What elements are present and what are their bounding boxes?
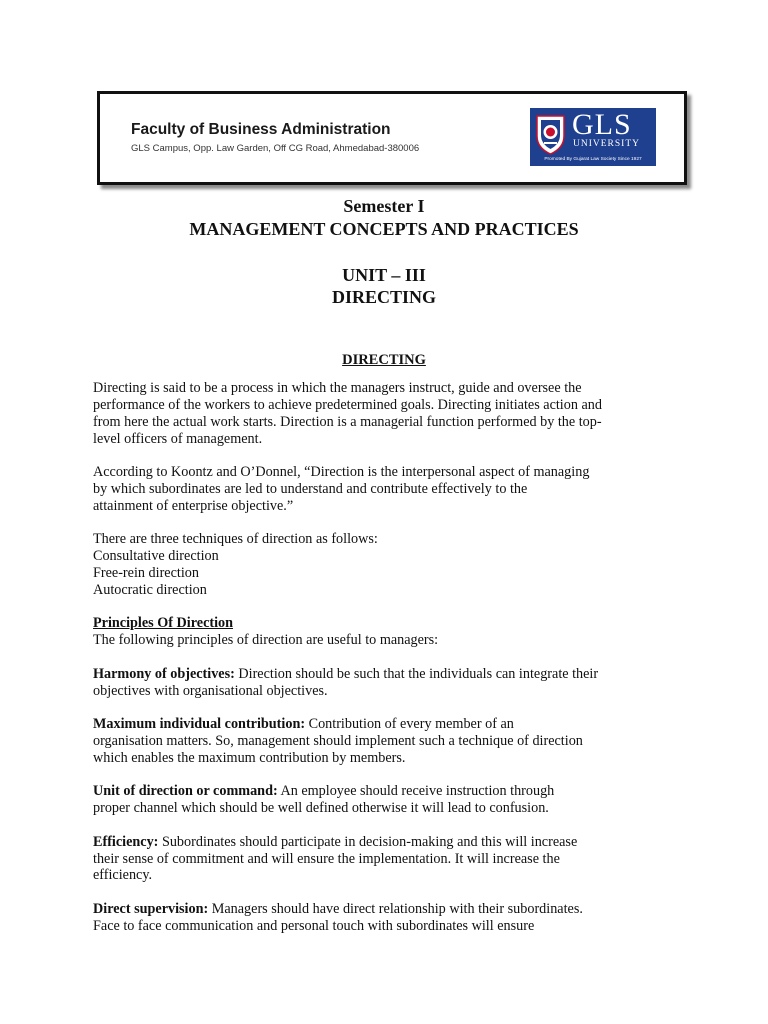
logo-tagline: Promoted By Gujarat Law Society Since 1927 [544,157,642,162]
quote-line: According to Koontz and O’Donnel, “Direction is the interpersonal aspect of managing [93,464,590,480]
principle-text: Managers should have direct relationship with their subordinates. [208,901,583,917]
faculty-address: GLS Campus, Opp. Law Garden, Off CG Road, Ahmedabad-380006 [131,143,420,154]
principle-text: An employee should receive instruction through [277,783,555,799]
technique-item: Consultative direction [93,548,219,564]
unit-title: UNIT – III [342,265,426,285]
logo-subtitle: UNIVERSITY [573,139,640,149]
topic-title: DIRECTING [331,287,437,307]
paragraph-line: Directing is said to be a process in which the managers instruct, guide and oversee the [93,380,582,396]
principle-term: Direct supervision: [93,901,209,917]
principle-term: Unit of direction or command: [93,783,278,799]
principle-item [93,783,554,800]
principle-text: Subordinates should participate in decision-making and this will increase [158,834,578,850]
quote-line: attainment of enterprise objective.” [93,498,294,514]
paragraph-line: performance of the workers to achieve predetermined goals. Directing initiates action and [93,397,602,413]
principle-item [93,901,583,918]
principle-term: Maximum individual contribution: [93,716,306,732]
principle-line: objectives with organisational objectives. [93,683,328,699]
principle-line: Face to face communication and personal touch with subordinates will ensure [93,918,535,934]
principle-item [93,834,577,851]
section-heading: DIRECTING [342,352,426,368]
technique-item: Autocratic direction [93,582,207,598]
principle-term: Harmony of objectives: [93,666,235,682]
paragraph-line: level officers of management. [93,431,263,447]
principle-term: Efficiency: [93,834,159,850]
logo-name: GLS [572,108,632,141]
principle-text: Direction should be such that the individuals can integrate their [234,666,599,682]
principle-line: their sense of commitment and will ensure the implementation. It will increase the [93,851,560,867]
faculty-name: Faculty of Business Administration [131,121,391,138]
principle-line: efficiency. [93,867,153,883]
principle-line: proper channel which should be well defined otherwise it will lead to confusion. [93,800,549,816]
letterhead [97,91,687,185]
technique-item: Free-rein direction [93,565,199,581]
principle-line: which enables the maximum contribution by members. [93,750,406,766]
paragraph-line: from here the actual work starts. Direction is a managerial function performed by the top- [93,414,602,430]
techniques-intro: There are three techniques of direction as follows: [93,531,378,547]
gls-university-logo [530,108,656,166]
principle-line: organisation matters. So, management should implement such a technique of direction [93,733,583,749]
university-crest-icon [534,112,567,156]
quote-line: by which subordinates are led to understand and contribute effectively to the [93,481,528,497]
principles-intro: The following principles of direction are useful to managers: [93,632,439,648]
semester-title: Semester I [343,196,425,216]
principles-heading: Principles Of Direction [93,615,234,631]
course-title: MANAGEMENT CONCEPTS AND PRACTICES [189,219,579,239]
principle-item [93,666,598,683]
principle-item [93,716,514,733]
principle-text: Contribution of every member of an [305,716,514,732]
